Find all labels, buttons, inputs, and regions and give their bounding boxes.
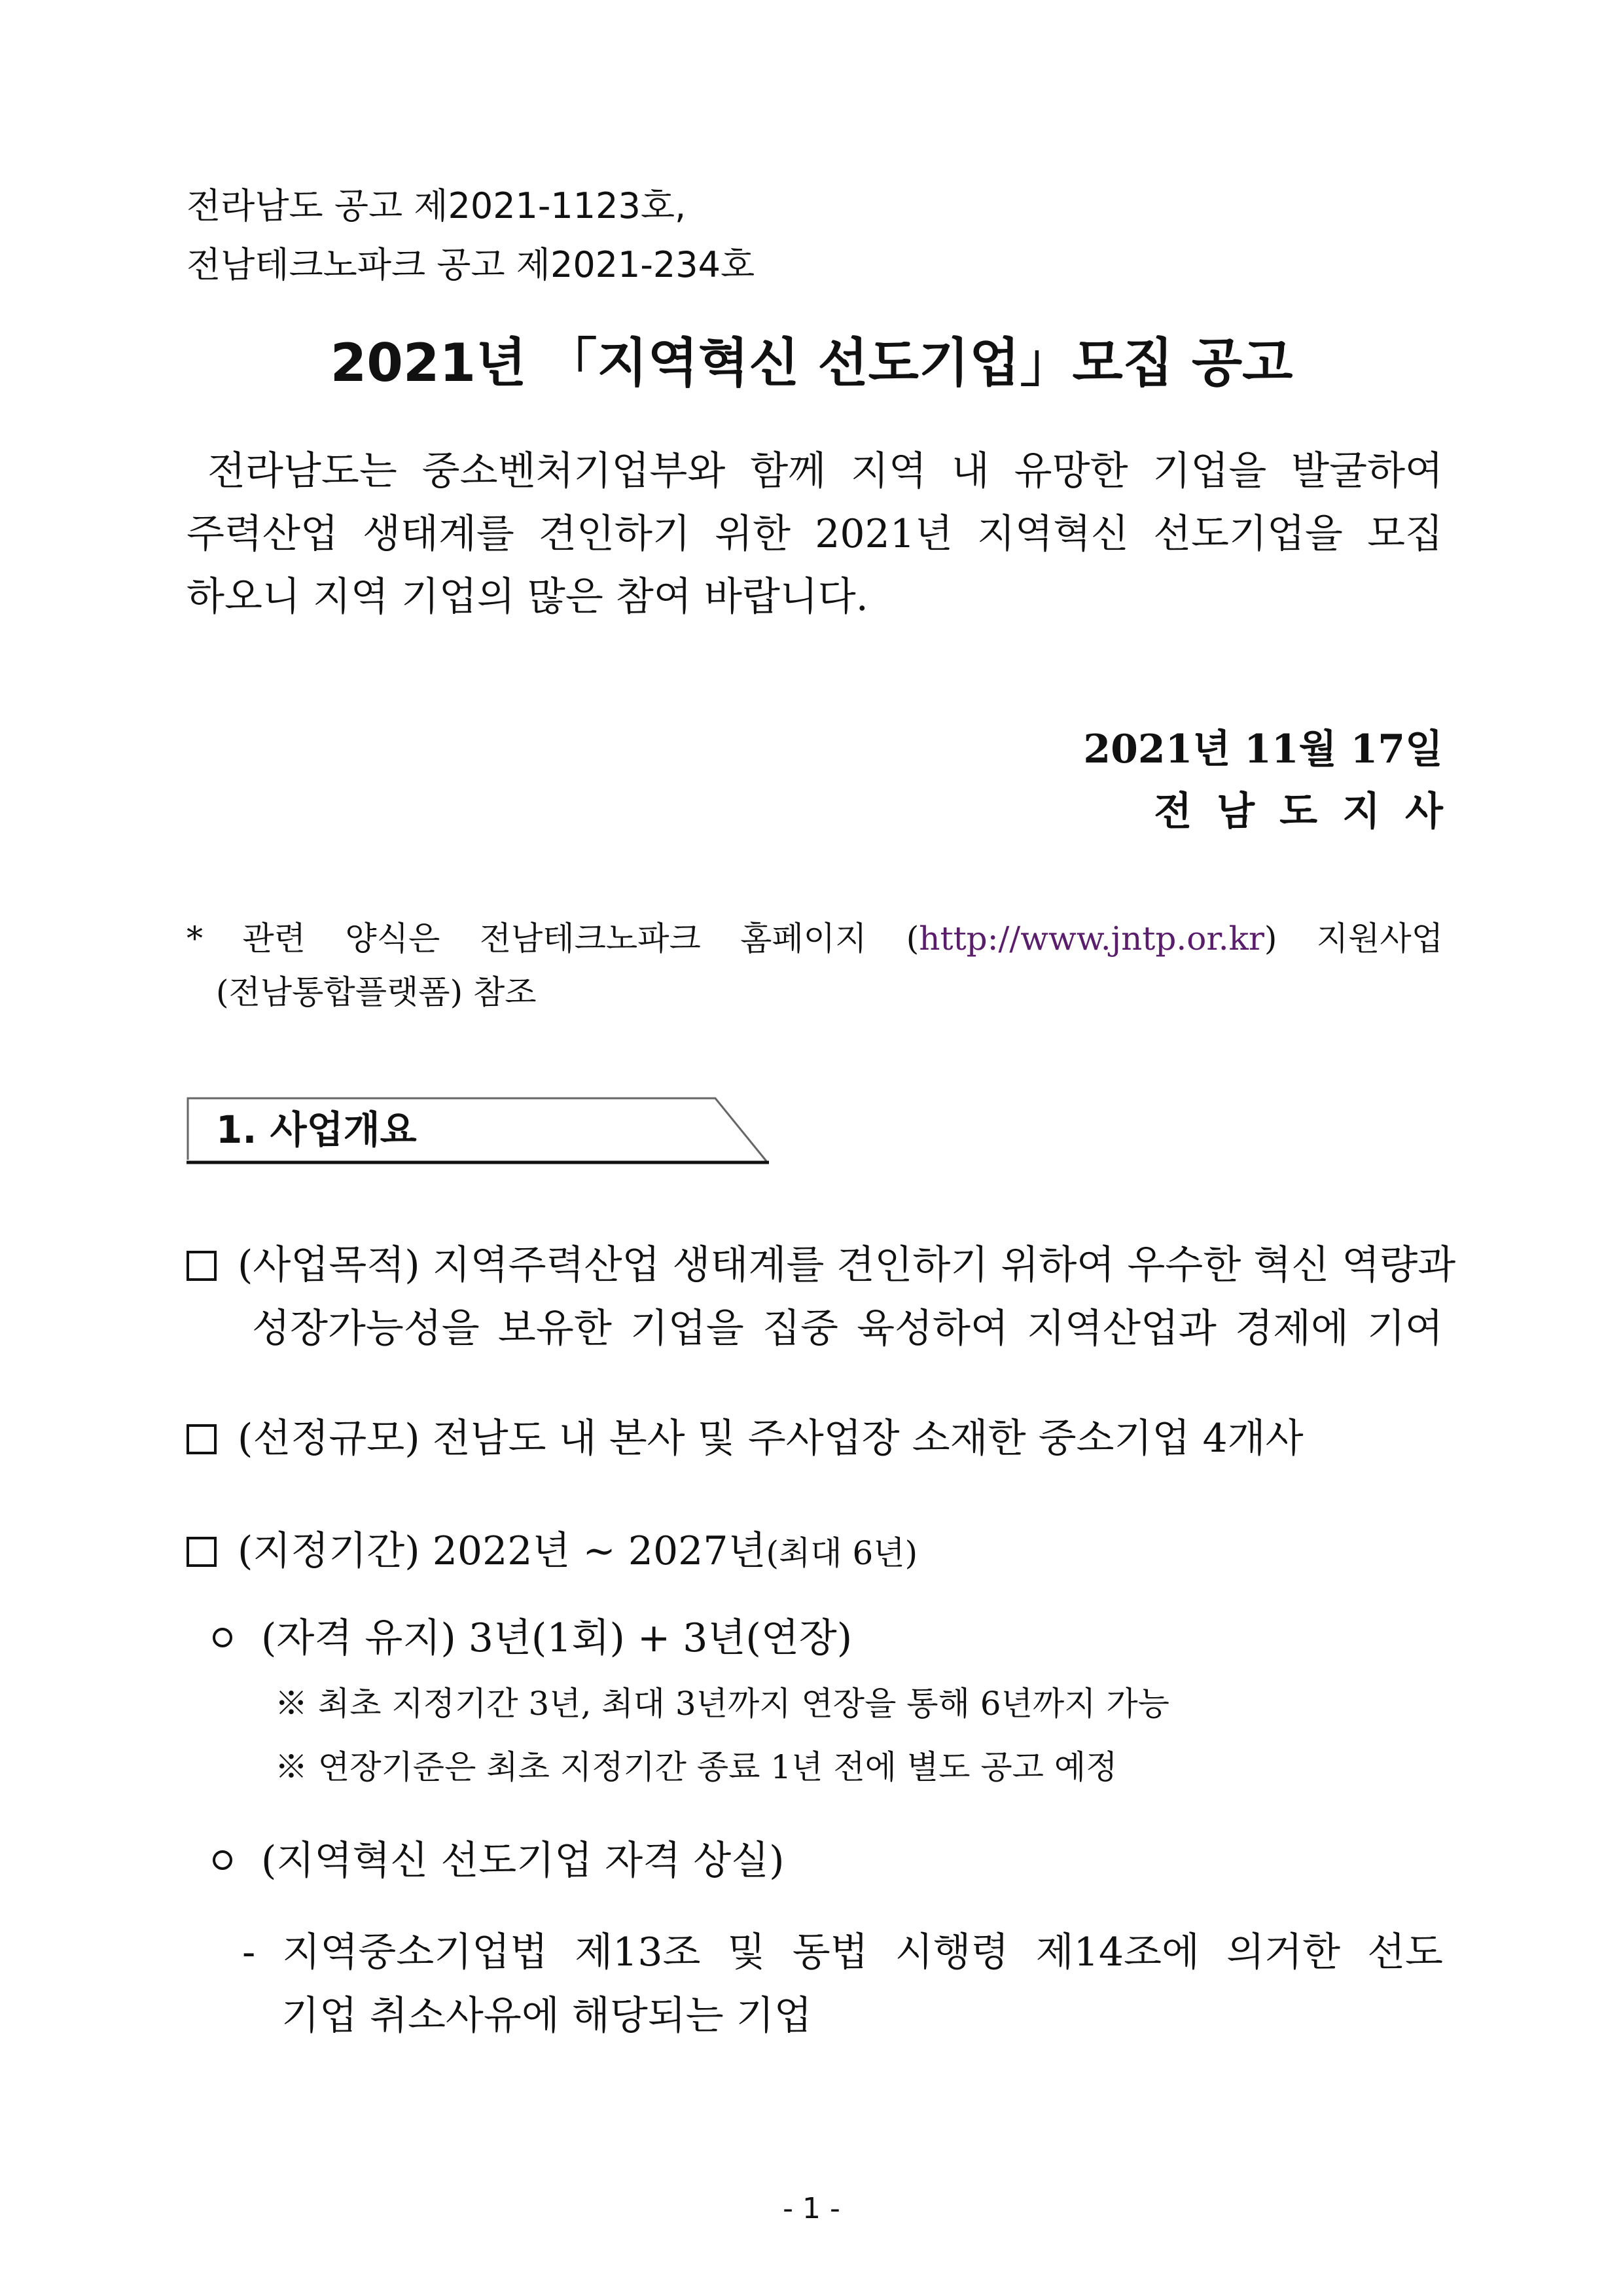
retain-note-1: ※ 최초 지정기간 3년, 최대 3년까지 연장을 통해 6년까지 가능 (275, 1685, 1169, 1723)
loss-detail-line2: 기업 취소사유에 해당되는 기업 (281, 1993, 812, 2039)
note-suffix: ) 지원사업 (1264, 920, 1443, 958)
notice-number-line1: 전라남도 공고 제2021-1123호, (187, 185, 687, 226)
period-item (187, 1520, 918, 1585)
loss-item (213, 1829, 785, 1892)
period-text: (지정기간) 2022년 ~ 2027년 (238, 1528, 766, 1574)
intro-line3: 하오니 지역 기업의 많은 참여 바랍니다. (187, 574, 868, 620)
retain-text: (자격 유지) 3년(1회) + 3년(연장) (261, 1615, 853, 1661)
form-reference-note (187, 912, 1443, 965)
intro-line1: 전라남도는 중소벤처기업부와 함께 지역 내 유망한 기업을 발굴하여 (207, 448, 1443, 494)
purpose-item (187, 1234, 1456, 1297)
section-title-overview: 1. 사업개요 (216, 1107, 417, 1152)
scale-item (187, 1407, 1304, 1470)
period-note: (최대 6년) (766, 1534, 918, 1572)
purpose-text-line1: (사업목적) 지역주력산업 생태계를 견인하기 위하여 우수한 혁신 역량과 (238, 1242, 1456, 1288)
form-reference-note-line2: (전남통합플랫폼) 참조 (216, 973, 537, 1011)
checkbox-icon (187, 1251, 217, 1281)
notice-signer: 전남도지사 (1154, 789, 1468, 834)
jntp-homepage-link[interactable]: http://www.jntp.or.kr (919, 920, 1264, 958)
retain-note-2: ※ 연장기준은 최초 지정기간 종료 1년 전에 별도 공고 예정 (275, 1748, 1118, 1786)
notice-number-line2: 전남테크노파크 공고 제2021-234호 (187, 244, 755, 285)
checkbox-icon (187, 1424, 217, 1454)
checkbox-icon (187, 1537, 217, 1567)
notice-date: 2021년 11월 17일 (1083, 726, 1443, 772)
scale-text: (선정규모) 전남도 내 본사 및 주사업장 소재한 중소기업 4개사 (238, 1416, 1304, 1462)
purpose-text-line2: 성장가능성을 보유한 기업을 집중 육성하여 지역산업과 경제에 기여 (252, 1306, 1443, 1352)
page-number: - 1 - (783, 2192, 840, 2225)
loss-detail-line1: - 지역중소기업법 제13조 및 동법 시행령 제14조에 의거한 선도 (242, 1929, 1443, 1975)
intro-line2: 주력산업 생태계를 견인하기 위한 2021년 지역혁신 선도기업을 모집 (187, 511, 1443, 557)
loss-text: (지역혁신 선도기업 자격 상실) (261, 1838, 785, 1884)
circle-bullet-icon (213, 1850, 232, 1870)
circle-bullet-icon (213, 1628, 232, 1647)
note-prefix: * 관련 양식은 전남테크노파크 홈페이지 ( (187, 920, 919, 958)
page-title: 2021년 「지역혁신 선도기업」모집 공고 (330, 332, 1293, 393)
retain-item (213, 1607, 852, 1670)
